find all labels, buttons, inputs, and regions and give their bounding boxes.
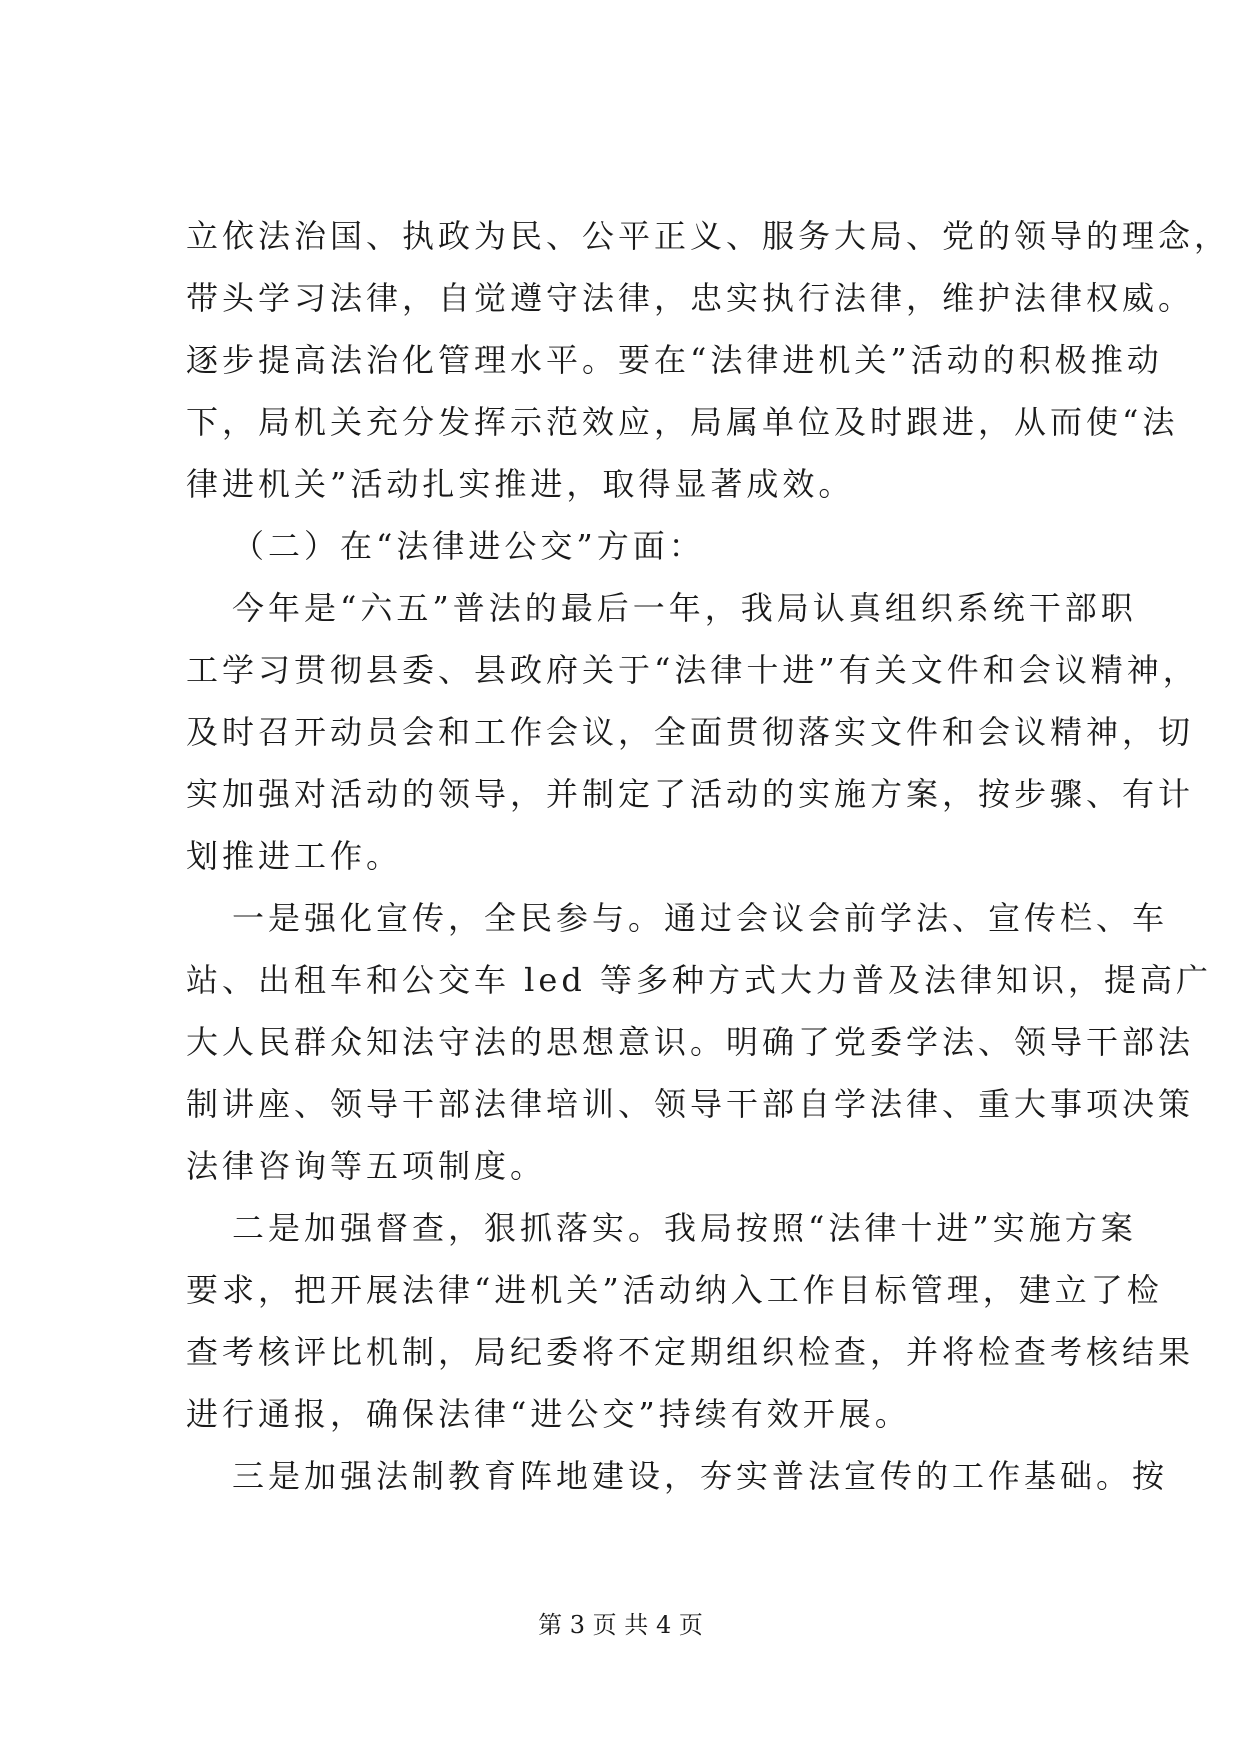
text-line: 工学习贯彻县委、县政府关于“法律十进”有关文件和会议精神， xyxy=(186,651,1199,689)
text-line: 逐步提高法治化管理水平。要在“法律进机关”活动的积极推动 xyxy=(186,341,1163,379)
text-line: 实加强对活动的领导，并制定了活动的实施方案，按步骤、有计 xyxy=(186,775,1195,813)
body-text xyxy=(186,205,1231,1507)
paragraph-start: 三是加强法制教育阵地建设，夯实普法宣传的工作基础。按 xyxy=(232,1457,1169,1495)
text-line: 进行通报，确保法律“进公交”持续有效开展。 xyxy=(186,1395,911,1433)
paragraph-start: 一是强化宣传，全民参与。通过会议会前学法、宣传栏、车 xyxy=(232,899,1169,937)
text-line: 下，局机关充分发挥示范效应，局属单位及时跟进，从而使“法 xyxy=(186,403,1179,441)
paragraph-start: 二是加强督查，狠抓落实。我局按照“法律十进”实施方案 xyxy=(232,1209,1137,1247)
text-line: 带头学习法律，自觉遵守法律，忠实执行法律，维护法律权威。 xyxy=(186,279,1195,317)
section-heading: （二）在“法律进公交”方面： xyxy=(232,527,705,565)
text-line: 法律咨询等五项制度。 xyxy=(186,1147,547,1185)
text-line: 立依法治国、执政为民、公平正义、服务大局、党的领导的理念， xyxy=(186,217,1231,255)
paragraph-start: 今年是“六五”普法的最后一年，我局认真组织系统干部职 xyxy=(232,589,1137,627)
text-line: 大人民群众知法守法的思想意识。明确了党委学法、领导干部法 xyxy=(186,1023,1195,1061)
text-line: 划推进工作。 xyxy=(186,837,403,875)
text-line: 站、出租车和公交车 led 等多种方式大力普及法律知识，提高广 xyxy=(186,961,1213,999)
page-footer: 第 3 页 共 4 页 xyxy=(538,1611,703,1639)
text-line: 制讲座、领导干部法律培训、领导干部自学法律、重大事项决策 xyxy=(186,1085,1195,1123)
text-line: 查考核评比机制，局纪委将不定期组织检查，并将检查考核结果 xyxy=(186,1333,1195,1371)
text-line: 要求，把开展法律“进机关”活动纳入工作目标管理，建立了检 xyxy=(186,1271,1163,1309)
text-line: 律进机关”活动扎实推进，取得显著成效。 xyxy=(186,465,855,503)
text-line: 及时召开动员会和工作会议，全面贯彻落实文件和会议精神，切 xyxy=(186,713,1195,751)
